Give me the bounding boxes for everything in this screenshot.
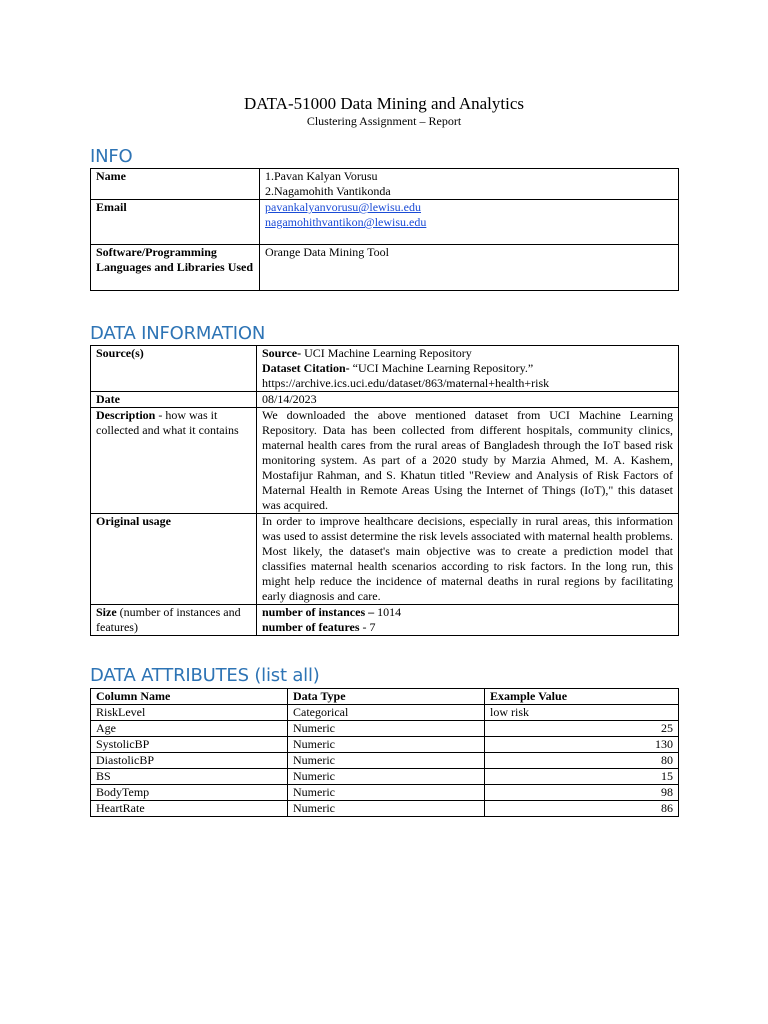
source-label: Source(s)	[91, 346, 257, 392]
table-row	[91, 785, 679, 801]
data-information-table	[90, 345, 679, 636]
usage-value: In order to improve healthcare decisions, especially in rural areas, this information was used to assist determine the risk levels associated with maternal health problems. Most likely, the dataset's main objective was to create a prediction model that classifies maternal health scenarios according to risk factors. In the long run, this might help reduce the incidence of maternal deaths in rural regions by facilitating early diagnosis and care.	[257, 514, 679, 605]
software-label: Software/Programming Languages and Libraries Used	[91, 245, 260, 291]
attr-example: 130	[485, 737, 679, 753]
size-value-cell	[257, 605, 679, 636]
email-value	[260, 200, 679, 245]
attr-name: BodyTemp	[91, 785, 288, 801]
attr-example: 25	[485, 721, 679, 737]
attr-example: 15	[485, 769, 679, 785]
attr-name: Age	[91, 721, 288, 737]
usage-label: Original usage	[91, 514, 257, 605]
table-row	[91, 801, 679, 817]
features-value: - 7	[359, 620, 376, 634]
info-row-email	[91, 200, 679, 245]
table-row	[91, 753, 679, 769]
attr-type: Numeric	[288, 769, 485, 785]
row-date	[91, 392, 679, 408]
attr-type: Numeric	[288, 753, 485, 769]
info-heading: INFO	[90, 146, 133, 167]
email-link-1[interactable]: pavankalyanvorusu@lewisu.edu	[265, 200, 422, 214]
description-label: Description	[96, 408, 156, 422]
attr-name: SystolicBP	[91, 737, 288, 753]
source-prefix: Source-	[262, 346, 302, 360]
row-description	[91, 408, 679, 514]
table-row	[91, 769, 679, 785]
date-label: Date	[91, 392, 257, 408]
name-label: Name	[91, 169, 260, 200]
attributes-table	[90, 688, 679, 817]
column-header-example: Example Value	[485, 689, 679, 705]
citation-line	[262, 361, 673, 376]
attr-example: 86	[485, 801, 679, 817]
instances-value: 1014	[374, 605, 402, 619]
table-row	[91, 737, 679, 753]
attr-name: BS	[91, 769, 288, 785]
source-line	[262, 346, 673, 361]
source-value-cell	[257, 346, 679, 392]
source-value: UCI Machine Learning Repository	[301, 346, 472, 360]
name-value	[260, 169, 679, 200]
attr-name: DiastolicBP	[91, 753, 288, 769]
info-row-name	[91, 169, 679, 200]
attr-type: Numeric	[288, 721, 485, 737]
row-source	[91, 346, 679, 392]
data-information-heading: DATA INFORMATION	[90, 323, 266, 344]
data-attributes-heading: DATA ATTRIBUTES (list all)	[90, 665, 320, 686]
features-line	[262, 620, 673, 635]
instances-line	[262, 605, 673, 620]
description-value: We downloaded the above mentioned dataset from UCI Machine Learning Repository. Data has been collected from different hospitals, community clinics, maternal health cares from the rural areas of Bangladesh through the IoT based risk monitoring system. As part of a 2020 study by Marzia Ahmed, M. A. Kashem, Mostafijur Rahman, and S. Khatun titled "Review and Analysis of Risk Factors of Maternal Health in Remote Areas Using the Internet of Things (IoT)," this dataset was acquired.	[257, 408, 679, 514]
attr-name: RiskLevel	[91, 705, 288, 721]
size-label-cell	[91, 605, 257, 636]
description-label-suffix: - how was it collected and what it contains	[96, 408, 239, 437]
attr-type: Numeric	[288, 785, 485, 801]
column-header-name: Column Name	[91, 689, 288, 705]
info-row-software	[91, 245, 679, 291]
software-value: Orange Data Mining Tool	[260, 245, 679, 291]
instances-label: number of instances –	[262, 605, 375, 619]
page-subtitle: Clustering Assignment – Report	[306, 114, 462, 128]
row-size	[91, 605, 679, 636]
citation-value: “UCI Machine Learning Repository.”	[349, 361, 534, 375]
name-2: 2.Nagamohith Vantikonda	[265, 184, 391, 198]
info-table	[90, 168, 679, 291]
citation-prefix: Dataset Citation-	[262, 361, 350, 375]
date-value: 08/14/2023	[257, 392, 679, 408]
attr-example: low risk	[485, 705, 679, 721]
attr-example: 80	[485, 753, 679, 769]
email-label: Email	[91, 200, 260, 245]
attr-type: Numeric	[288, 737, 485, 753]
attr-name: HeartRate	[91, 801, 288, 817]
name-1: 1.Pavan Kalyan Vorusu	[265, 169, 378, 183]
size-label-suffix: (number of instances and features)	[96, 605, 241, 634]
attributes-header-row	[91, 689, 679, 705]
attr-example: 98	[485, 785, 679, 801]
row-original-usage	[91, 514, 679, 605]
size-label: Size	[96, 605, 117, 619]
citation-url: https://archive.ics.uci.edu/dataset/863/maternal+health+risk	[262, 376, 550, 390]
description-label-cell	[91, 408, 257, 514]
table-row	[91, 705, 679, 721]
attr-type: Numeric	[288, 801, 485, 817]
attr-type: Categorical	[288, 705, 485, 721]
column-header-type: Data Type	[288, 689, 485, 705]
email-link-2[interactable]: nagamohithvantikon@lewisu.edu	[265, 215, 427, 229]
table-row	[91, 721, 679, 737]
features-label: number of features	[262, 620, 360, 634]
page-title: DATA-51000 Data Mining and Analytics	[243, 94, 525, 113]
